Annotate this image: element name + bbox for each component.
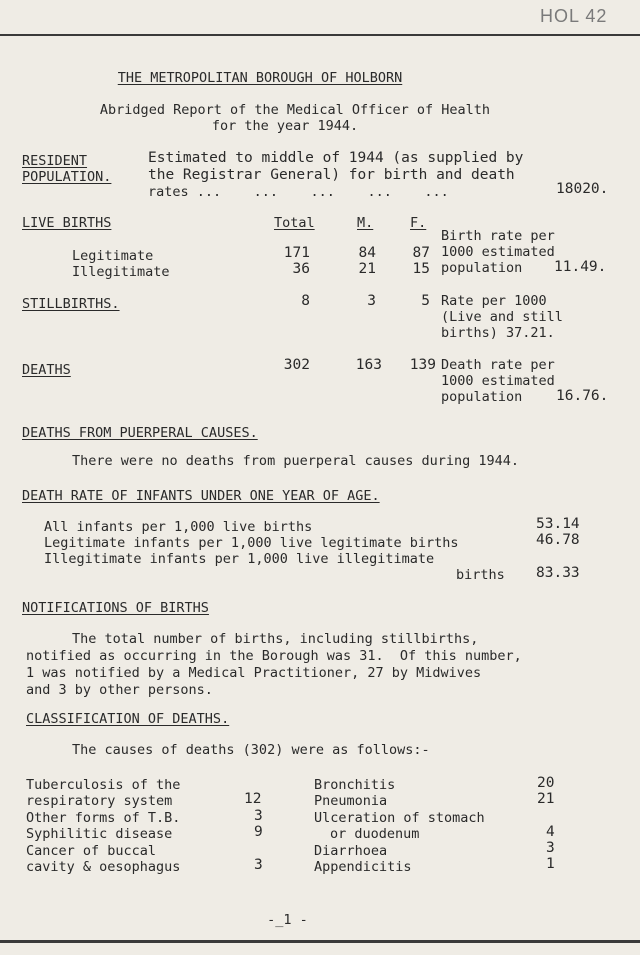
cause-right-2-line1: Pneumonia [314, 793, 388, 809]
legitimate-f: 87 [412, 245, 430, 261]
subtitle-line1: Abridged Report of the Medical Officer of Health [99, 102, 491, 118]
infant-row-all-label: All infants per 1,000 live births [44, 519, 313, 535]
stillbirth-rate-note-3: births) 37.21. [441, 325, 555, 341]
cause-right-1-value: 20 [537, 775, 555, 791]
bottom-rule [0, 940, 640, 943]
infant-row-legit-value: 46.78 [536, 532, 580, 548]
notifications-line-3: 1 was notified by a Medical Practitioner, 27 by Midwives [26, 665, 482, 681]
legitimate-m: 84 [358, 245, 376, 261]
stillbirths-m: 3 [367, 293, 376, 309]
cause-right-5-value: 1 [546, 856, 555, 872]
cause-left-4-value: 3 [254, 857, 263, 873]
population-text-2: the Registrar General) for birth and death [148, 167, 515, 183]
cause-left-3-line1: Syphilitic disease [26, 826, 173, 842]
infant-deaths-heading: DEATH RATE OF INFANTS UNDER ONE YEAR OF AGE. [22, 488, 380, 504]
deaths-total: 302 [283, 357, 310, 373]
stillbirths-f: 5 [421, 293, 430, 309]
stillbirths-total: 8 [301, 293, 310, 309]
infant-row-legit-label: Legitimate infants per 1,000 live legitimate births [44, 535, 459, 551]
col-m: M. [357, 215, 374, 231]
legitimate-total: 171 [283, 245, 310, 261]
cause-right-4-line1: Diarrhoea [314, 843, 388, 859]
col-f: F. [410, 215, 427, 231]
cause-right-1-line1: Bronchitis [314, 777, 396, 793]
infant-row-illegit-value: 83.33 [536, 565, 580, 581]
classification-heading: CLASSIFICATION OF DEATHS. [26, 711, 230, 727]
live-births-label: LIVE BIRTHS [22, 215, 112, 231]
notifications-heading: NOTIFICATIONS OF BIRTHS [22, 600, 209, 616]
cause-left-2-value: 3 [254, 808, 263, 824]
page-number: -_1 - [267, 912, 308, 928]
birth-rate-note-2: 1000 estimated [441, 244, 555, 260]
illegitimate-total: 36 [292, 261, 310, 277]
cause-left-2-line1: Other forms of T.B. [26, 810, 181, 826]
top-rule [0, 34, 640, 36]
cause-right-4-value: 3 [546, 840, 555, 856]
birth-rate-note-3: population [441, 260, 523, 276]
cause-right-5-line1: Appendicitis [314, 859, 412, 875]
birth-rate-value: 11.49. [554, 259, 607, 275]
col-total: Total [274, 215, 315, 231]
population-value: 18020. [556, 181, 609, 197]
notifications-line-4: and 3 by other persons. [26, 682, 213, 698]
cause-right-3-line2: or duodenum [330, 826, 420, 842]
population-text-1: Estimated to middle of 1944 (as supplied by [148, 150, 524, 166]
birth-rate-note-1: Birth rate per [441, 228, 555, 244]
cause-right-3-line1: Ulceration of stomach [314, 810, 485, 826]
notifications-line-2: notified as occurring in the Borough was 31. Of this number, [26, 648, 522, 664]
illegitimate-label: Illegitimate [72, 264, 170, 280]
legitimate-label: Legitimate [72, 248, 154, 264]
infant-row-illegit-label2: births [456, 567, 505, 583]
cause-left-1-value: 12 [244, 791, 262, 807]
death-rate-value: 16.76. [556, 388, 609, 404]
infant-row-illegit-label: Illegitimate infants per 1,000 live illegitimate [44, 551, 435, 567]
deaths-m: 163 [355, 357, 382, 373]
deaths-label: DEATHS [22, 362, 71, 378]
resident-label: RESIDENT [22, 153, 88, 169]
puerperal-heading: DEATHS FROM PUERPERAL CAUSES. [22, 425, 258, 441]
illegitimate-m: 21 [358, 261, 376, 277]
puerperal-text: There were no deaths from puerperal causes during 1944. [72, 453, 520, 469]
stillbirth-rate-note-2: (Live and still [441, 309, 563, 325]
deaths-f: 139 [409, 357, 436, 373]
stillbirths-label: STILLBIRTHS. [22, 296, 120, 312]
illegitimate-f: 15 [412, 261, 430, 277]
cause-left-1-line1: Tuberculosis of the [26, 777, 181, 793]
cause-left-3-value: 9 [254, 824, 263, 840]
cause-left-4-line2: cavity & oesophagus [26, 859, 181, 875]
subtitle-line2: for the year 1944. [211, 118, 359, 134]
infant-row-all-value: 53.14 [536, 516, 580, 532]
classification-intro: The causes of deaths (302) were as follows:- [72, 742, 430, 758]
population-label: POPULATION. [22, 169, 112, 185]
death-rate-note-3: population [441, 389, 523, 405]
death-rate-note-2: 1000 estimated [441, 373, 555, 389]
notifications-line-1: The total number of births, including stillbirths, [72, 631, 479, 647]
population-text-3: rates ... ... ... ... ... [148, 184, 449, 200]
document-title: THE METROPOLITAN BOROUGH OF HOLBORN [117, 70, 403, 86]
cause-right-3-value: 4 [546, 824, 555, 840]
stillbirth-rate-note-1: Rate per 1000 [441, 293, 547, 309]
cause-left-1-line2: respiratory system [26, 793, 173, 809]
death-rate-note-1: Death rate per [441, 357, 555, 373]
reference-mark: HOL 42 [540, 6, 608, 26]
cause-right-2-value: 21 [537, 791, 555, 807]
cause-left-4-line1: Cancer of buccal [26, 843, 157, 859]
